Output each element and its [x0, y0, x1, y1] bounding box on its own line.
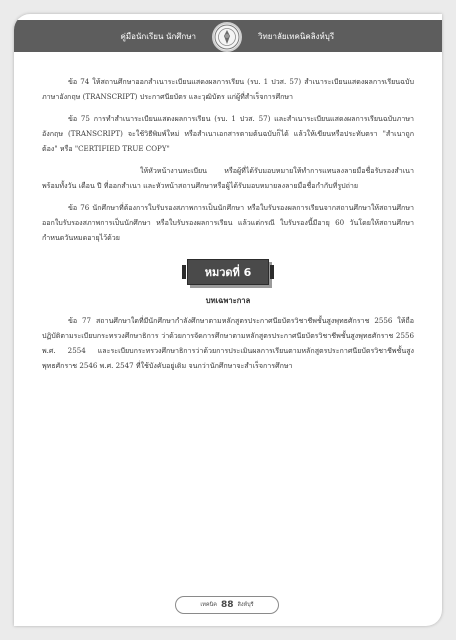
document-body	[42, 74, 414, 373]
footer-suffix: สิงห์บุรี	[237, 602, 254, 608]
chapter-heading	[187, 259, 269, 285]
header-handbook-title: คู่มือนักเรียน นักศึกษา	[120, 31, 196, 41]
chapter-label: หมวดที่ 6	[204, 266, 252, 279]
college-seal-icon	[212, 22, 242, 52]
article-74: ข้อ 74 ให้สถานศึกษาออกสำเนาระเบียนแสดงผลการเรียน (รบ. 1 ปวส. 57) สำเนาระเบียนแสดงผลการเรียนฉบับภาษาอังกฤษ (TRANSCRIPT) ประกาศนียบัตร และวุฒิบัตร แก่ผู้ที่สำเร็จการศึกษา	[42, 77, 414, 101]
article-77: ข้อ 77 สถานศึกษาใดที่มีนักศึกษากำลังศึกษาตามหลักสูตรประกาศนียบัตรวิชาชีพชั้นสูงพุทธศักราช 2556 ให้ถือปฏิบัติตามระเบียบกระทรวงศึกษาธิการ ว่าด้วยการจัดการศึกษาตามหลักสูตรประกาศนียบัตรวิชาชีพชั้นสูงพุทธศักราช 2556 พ.ศ. 2554 และระเบียบกระทรวงศึกษาธิการว่าด้วยการประเมินผลการเรียนตามหลักสูตรประกาศนียบัตรวิชาชีพชั้นสูง พุทธศักราช 2546 พ.ศ. 2547 ที่ใช้บังคับอยู่เดิม จนกว่านักศึกษาจะสำเร็จการศึกษา	[42, 316, 414, 370]
page-number: 88	[220, 600, 234, 610]
footer-prefix: เทคนิค	[200, 602, 217, 608]
page-header	[14, 20, 442, 52]
article-75: ข้อ 75 การทำสำเนาระเบียนแสดงผลการเรียน (รบ. 1 ปวส. 57) และสำเนาระเบียนแสดงผลการเรียนฉบับภาษาอังกฤษ (TRANSCRIPT) จะใช้วิธีพิมพ์ใหม่ หรือสำเนาเอกสารตามต้นฉบับก็ได้ แล้วให้เขียนหรือประทับตรา "สำเนาถูกต้อง" หรือ "CERTIFIED TRUE COPY"	[42, 114, 414, 153]
document-page	[14, 14, 442, 626]
article-76: ข้อ 76 นักศึกษาที่ต้องการใบรับรองสภาพการเป็นนักศึกษา หรือใบรับรองผลการเรียนจากสถานศึกษาให้สถานศึกษาออกใบรับรองสภาพการเป็นนักศึกษา หรือใบรับรองผลการเรียน แล้วแต่กรณี ใบรับรองนี้มีอายุ 60 วันโดยให้สถานศึกษากำหนดวันหมดอายุไว้ด้วย	[42, 203, 414, 242]
header-college-name: วิทยาลัยเทคนิคลิงห์บุรี	[258, 31, 335, 41]
section-title: บทเฉพาะกาล	[205, 296, 251, 305]
article-75-certification: ให้หัวหน้างานทะเบียน หรือผู้ที่ได้รับมอบหมายให้ทำการแทนลงลายมือชื่อรับรองสำเนาพร้อมทั้งวัน เดือน ปี ที่ออกสำเนา และหัวหน้าสถานศึกษาหรือผู้ได้รับมอบหมายลงลายมือชื่อกำกับที่รูปถ่าย	[42, 166, 414, 190]
page-footer	[175, 596, 279, 614]
